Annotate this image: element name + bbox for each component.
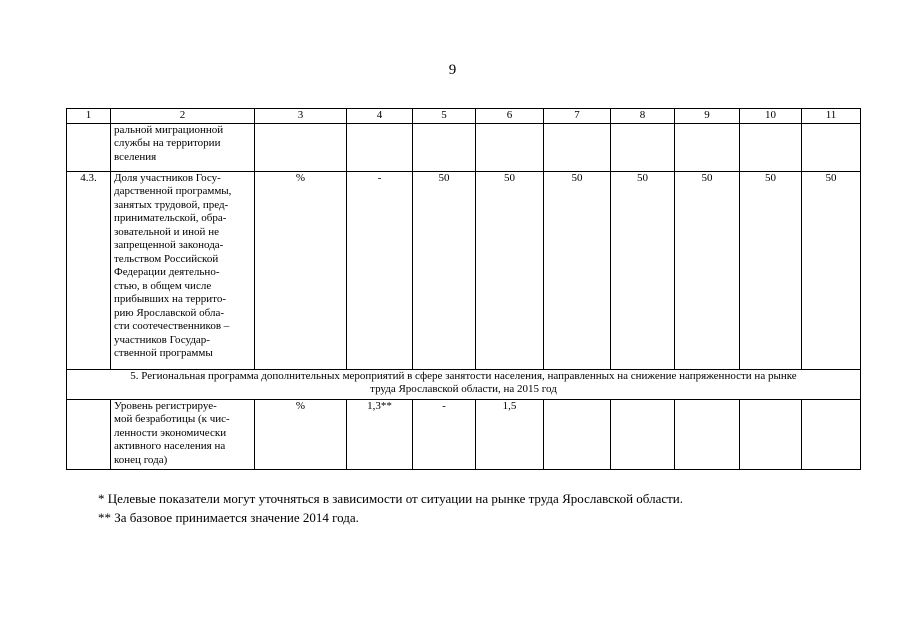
table-header-row [67, 109, 861, 124]
value-cell [740, 399, 802, 469]
value-cell [675, 123, 740, 171]
header-cell: 10 [740, 109, 802, 124]
value-cell: 50 [740, 171, 802, 369]
indicator-name-cell: Уровень регистрируе- мой безработицы (к чис- ленности экономически активного населения на конец года) [111, 399, 255, 469]
value-cell: 50 [544, 171, 611, 369]
value-cell: 50 [611, 171, 675, 369]
indicator-name-cell: ральной миграционной службы на территории вселения [111, 123, 255, 171]
header-cell: 8 [611, 109, 675, 124]
header-cell: 6 [476, 109, 544, 124]
table-row-continuation [67, 123, 861, 171]
footnote: * Целевые показатели могут уточняться в зависимости от ситуации на рынке труда Ярославской области. [98, 491, 683, 506]
value-cell [347, 123, 413, 171]
value-cell: 50 [413, 171, 476, 369]
header-cell: 5 [413, 109, 476, 124]
header-cell: 1 [67, 109, 111, 124]
row-number-cell [67, 399, 111, 469]
value-cell: - [347, 171, 413, 369]
header-cell: 4 [347, 109, 413, 124]
row-number-cell: 4.3. [67, 171, 111, 369]
page-number: 9 [448, 62, 457, 78]
unit-cell: % [255, 399, 347, 469]
row-number-cell [67, 123, 111, 171]
value-cell [740, 123, 802, 171]
header-cell: 11 [802, 109, 861, 124]
table-section-row [67, 369, 861, 399]
value-cell [802, 123, 861, 171]
table-row-4-3 [67, 171, 861, 369]
section-heading: 5. Региональная программа дополнительных мероприятий в сфере занятости населения, направленных на снижение напряженности на рынке труда Ярославской области, на 2015 год [67, 369, 861, 399]
indicators-table [66, 108, 861, 470]
value-cell [802, 399, 861, 469]
footnote: ** За базовое принимается значение 2014 года. [98, 510, 359, 525]
value-cell [611, 123, 675, 171]
value-cell: 50 [802, 171, 861, 369]
value-cell: - [413, 399, 476, 469]
value-cell: 1,3** [347, 399, 413, 469]
unit-cell: % [255, 171, 347, 369]
value-cell [611, 399, 675, 469]
value-cell [544, 399, 611, 469]
value-cell: 1,5 [476, 399, 544, 469]
value-cell [675, 399, 740, 469]
value-cell: 50 [476, 171, 544, 369]
footnotes [98, 489, 683, 527]
value-cell: 50 [675, 171, 740, 369]
value-cell [413, 123, 476, 171]
value-cell [544, 123, 611, 171]
header-cell: 3 [255, 109, 347, 124]
header-cell: 2 [111, 109, 255, 124]
value-cell [255, 123, 347, 171]
indicator-name-cell: Доля участников Госу- дарственной программы, занятых трудовой, пред- принимательской, обра- зовательной и иной не запрещенной законода- тельством Российской Федерации деятельно- стью, в общем числе прибывших на террито- рию Ярославской обла- сти соотечественников – участников Государ- ственной программы [111, 171, 255, 369]
table-row-unemployment [67, 399, 861, 469]
header-cell: 9 [675, 109, 740, 124]
value-cell [476, 123, 544, 171]
header-cell: 7 [544, 109, 611, 124]
